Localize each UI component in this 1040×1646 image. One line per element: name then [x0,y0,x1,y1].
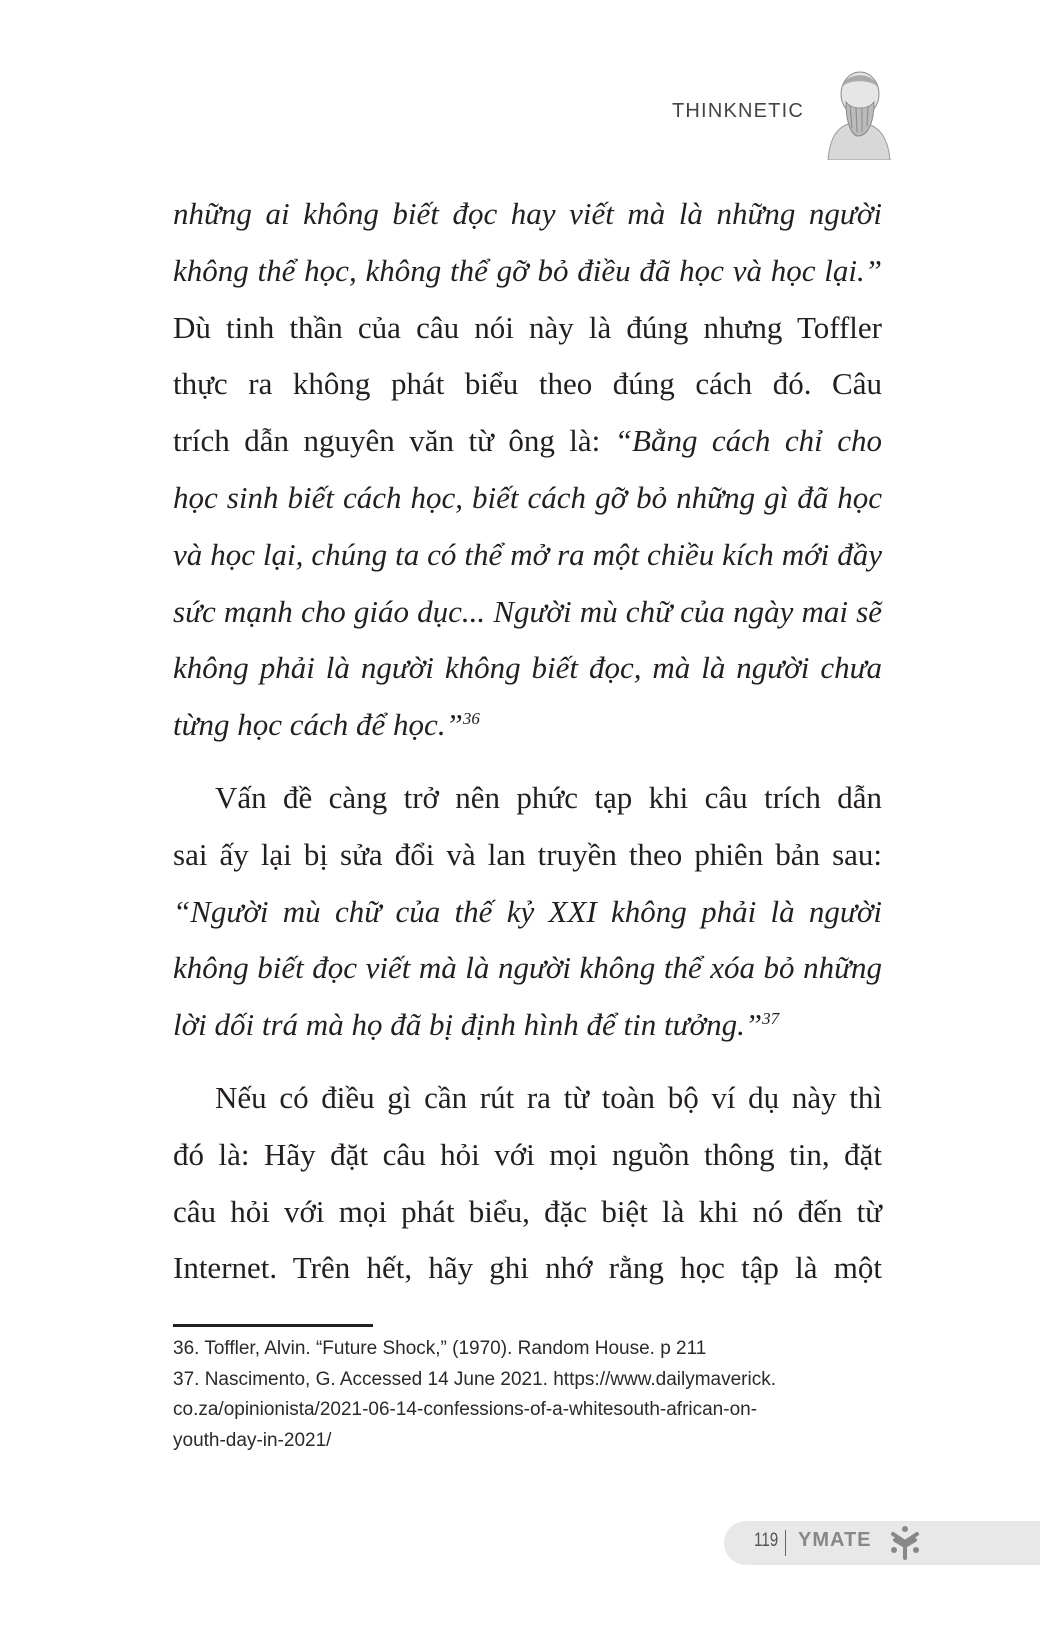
text-line [173,526,882,583]
footnote-37-continued: youth-day-in-2021/ [173,1430,332,1451]
text-line [173,769,882,826]
text-line [173,469,882,526]
body-text-span: Internet. Trên hết, hãy ghi nhớ rằng học tập là một [173,1250,882,1286]
body-text-span: thực ra không phát biểu theo đúng cách đó. Câu [173,366,882,402]
body-text-span: Nếu có điều gì cần rút ra từ toàn bộ ví dụ này thì [215,1080,882,1115]
text-line [173,1069,882,1126]
text-line [173,185,882,242]
quoted-text: không thể học, không thể gỡ bỏ điều đã học và học lại.” [173,252,882,288]
quoted-text: không phải là người không biết đọc, mà là người chưa [173,650,882,686]
quoted-text: “Bằng cách chỉ cho [614,423,882,459]
text-line [173,583,882,640]
text-line [173,412,882,469]
philosopher-bust-icon [822,66,894,160]
footnote-divider [173,1324,373,1327]
running-header-title: THINKNETIC [672,100,804,122]
page-number: 119 [754,1530,779,1551]
text-line [173,939,882,996]
quoted-text: và học lại, chúng ta có thể mở ra một chiều kích mới đầy [173,536,882,572]
quoted-text: “Người mù chữ của thế kỷ XXI không phải là người [173,893,882,929]
body-text-span: sai ấy lại bị sửa đổi và lan truyền theo phiên bản sau: [173,836,882,872]
quoted-text: từng học cách để học.” [173,707,463,743]
quoted-text: lời dối trá mà họ đã bị định hình để tin tưởng.” [173,1007,763,1043]
footnote-37: 37. Nascimento, G. Accessed 14 June 2021. https://www.dailymaverick. [173,1369,777,1390]
ymate-logo-icon [886,1524,924,1562]
body-text-span: đó là: Hãy đặt câu hỏi với mọi nguồn thông tin, đặt [173,1136,882,1172]
quoted-text: sức mạnh cho giáo dục... Người mù chữ của ngày mai sẽ [173,593,882,629]
text-line [173,1183,882,1240]
footnote-36: 36. Toffler, Alvin. “Future Shock,” (1970). Random House. p 211 [173,1338,707,1359]
text-line [173,355,882,412]
footer-divider [785,1530,786,1556]
body-text-span: trích dẫn nguyên văn từ ông là: [173,423,615,459]
footnote-37-continued: co.za/opinionista/2021-06-14-confessions-of-a-whitesouth-african-on- [173,1399,758,1420]
text-line [173,996,882,1053]
text-line [173,242,882,299]
footnote-reference: 37 [762,1009,780,1029]
quoted-text: những ai không biết đọc hay viết mà là những người [173,196,882,231]
quoted-text: học sinh biết cách học, biết cách gỡ bỏ những gì đã học [173,480,882,515]
footnote-reference: 36 [462,709,480,729]
quoted-text: không biết đọc viết mà là người không thể xóa bỏ những [173,950,882,986]
text-line [173,883,882,940]
text-line [173,1126,882,1183]
publisher-brand: YMATE [798,1529,872,1551]
text-line [173,299,882,356]
text-line [173,696,882,753]
body-text-span: Dù tinh thần của câu nói này là đúng nhưng Toffler [173,309,882,345]
text-line [173,826,882,883]
body-text-span: Vấn đề càng trở nên phức tạp khi câu trích dẫn [215,780,882,815]
text-line [173,1239,882,1296]
body-text-span: câu hỏi với mọi phát biểu, đặc biệt là khi nó đến từ [173,1193,882,1229]
text-line [173,639,882,696]
